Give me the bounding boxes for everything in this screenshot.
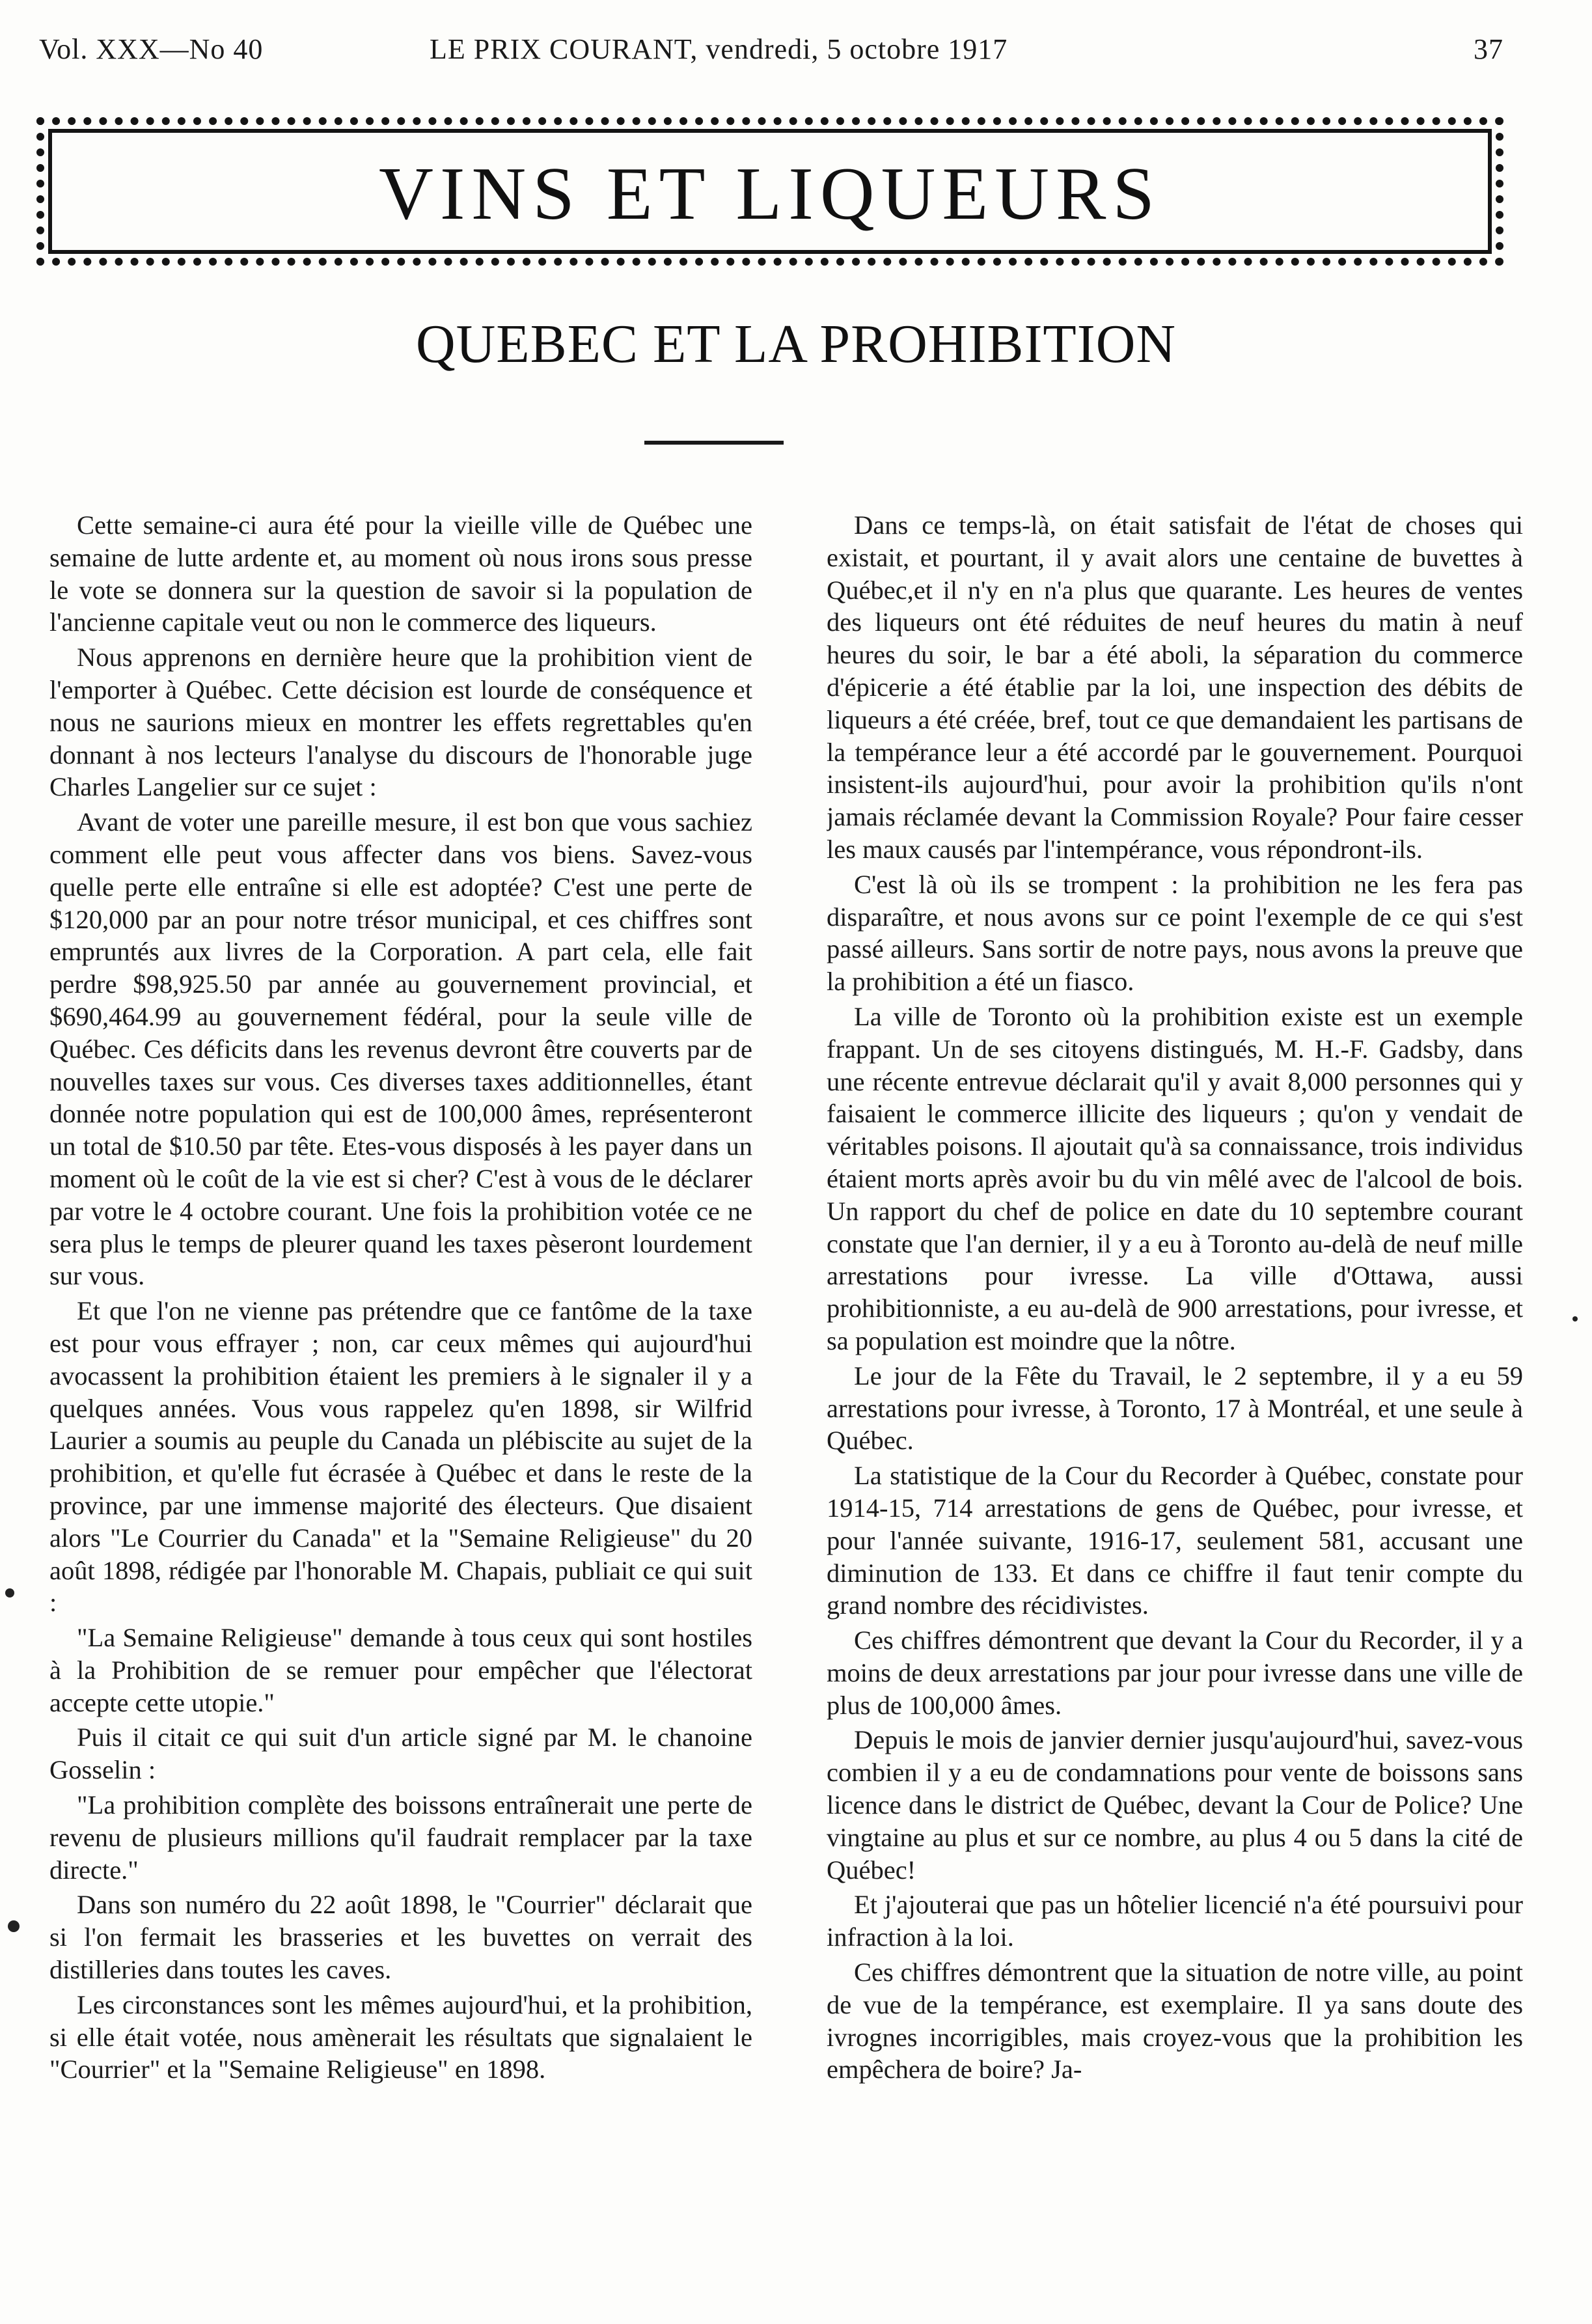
paragraph: Avant de voter une pareille mesure, il est bon que vous sachiez comment elle peut vous affecter dans vos biens. Savez-vous quelle perte elle entraîne si elle est adoptée? C'est une perte de $120,000 par an pour notre trésor municipal, et ces chiffres sont empruntés aux livres de la Corporation. A part cela, elle fait perdre $98,925.50 par année au gouvernement provincial, et $690,464.99 au gouvernement fédéral, pour la seule ville de Québec. Ces déficits dans les revenus devront être couverts par de nouvelles taxes sur vous. Ces diverses taxes additionnelles, étant donnée notre population qui est de 100,000 âmes, représenteront un total de $10.50 par tête. Etes-vous disposés à les payer dans un moment où le coût de la vie est si cher? C'est à vous de le déclarer par votre le 4 octobre courant. Une fois la prohibition votée ce ne sera plus le temps de pleurer quand les taxes pèseront lourdement sur vous. [49,807,752,1291]
section-banner [36,117,1503,266]
title-divider [644,441,784,445]
article-column-left [49,509,752,2306]
page-number: 37 [1474,33,1503,65]
paragraph: Cette semaine-ci aura été pour la vieille ville de Québec une semaine de lutte ardente et, au moment où nous irons sous presse le vote se donnera sur la question de savoir si la population de l'ancienne capitale veut ou non le commerce des liqueurs. [49,510,752,637]
paragraph: Et j'ajouterai que pas un hôtelier licencié n'a été poursuivi pour infraction à la loi. [827,1890,1523,1952]
paragraph: Puis il citait ce qui suit d'un article signé par M. le chanoine Gosselin : [49,1722,752,1785]
volume-number: Vol. XXX—No 40 [39,33,264,65]
paragraph: Les circonstances sont les mêmes aujourd'hui, et la prohibition, si elle était votée, nous amènerait les résultats que signalaient le "Courrier" et la "Semaine Religieuse" en 1898. [49,1989,752,2084]
paragraph: C'est là où ils se trompent : la prohibition ne les fera pas disparaître, et nous avons sur ce point l'exemple de ce qui s'est passé ailleurs. Sans sortir de notre pays, nous avons la preuve que la prohibition a été un fiasco. [827,869,1523,997]
paragraph: Dans son numéro du 22 août 1898, le "Courrier" déclarait que si l'on fermait les brasseries et les buvettes on verrait des distilleries dans toutes les caves. [49,1890,752,1985]
paragraph: La statistique de la Cour du Recorder à Québec, constate pour 1914-15, 714 arrestations de gens de Québec, pour ivresse, et pour l'année suivante, 1916-17, seulement 581, accusant une diminution de 133. Et dans ce chiffre il faut tenir compte du grand nombre des récidivistes. [827,1461,1523,1620]
quote-paragraph: "La prohibition complète des boissons entraînerait une perte de revenu de plusieurs millions qu'il faudrait remplacer par la taxe directe." [49,1790,752,1885]
paragraph: Ces chiffres démontrent que la situation de notre ville, au point de vue de la tempérance, est exemplaire. Il ya sans doute des ivrognes incorrigibles, mais croyez-vous que la prohibition les empêchera de boire? Ja- [827,1957,1523,2084]
paragraph: Nous apprenons en dernière heure que la prohibition vient de l'emporter à Québec. Cette décision est lourde de conséquence et nous ne saurions mieux en montrer les effets regrettables qu'en donnant à nos lecteurs l'analyse du discours de l'honorable juge Charles Langelier sur ce sujet : [49,643,752,802]
article-column-right [827,509,1523,2306]
paragraph: Depuis le mois de janvier dernier jusqu'aujourd'hui, savez-vous combien il y a eu de condamnations pour vente de boissons sans licence dans le district de Québec, devant la Cour de Police? Une vingtaine au plus et sur ce nombre, au plus 4 ou 5 dans la cité de Québec! [827,1725,1523,1885]
paragraph: Dans ce temps-là, on était satisfait de l'état de choses qui existait, et pourtant, il y avait alors une centaine de buvettes à Québec,et il n'y en n'a plus que quarante. Les heures de ventes des liqueurs ont été réduites de neuf heures du matin à neuf heures du soir, le bar a été aboli, la séparation du commerce d'épicerie a été établie par la loi, une inspection des débits de liqueurs a été créée, bref, tout ce que demandaient les partisans de la tempérance leur a été accordé par le gouvernement. Pourquoi insistent-ils aujourd'hui, pour avoir la prohibition qu'ils n'ont jamais réclamée devant la Commission Royale? Pour faire cesser les maux causés par l'intempérance, vous répondront-ils. [827,510,1523,864]
scan-speck-mark [8,1920,20,1932]
paragraph: Le jour de la Fête du Travail, le 2 septembre, il y a eu 59 arrestations pour ivresse, à Toronto, 17 à Montréal, et une seule à Québec. [827,1361,1523,1456]
quote-paragraph: "La Semaine Religieuse" demande à tous ceux qui sont hostiles à la Prohibition de se remuer pour empêcher que l'électorat accepte cette utopie." [49,1623,752,1717]
publication-line: LE PRIX COURANT, vendredi, 5 octobre 1917 [430,33,1008,65]
paragraph: Et que l'on ne vienne pas prétendre que ce fantôme de la taxe est pour vous effrayer ; non, car ceux mêmes qui aujourd'hui avocassent la prohibition étaient les premiers à le signaler il y a quelques années. Vous vous rappelez qu'en 1898, sir Wilfrid Laurier a soumis au peuple du Canada un plébiscite au sujet de la prohibition, et qu'elle fut écrasée à Québec et dans le reste de la province, par une immense majorité des électeurs. Que disaient alors "Le Courrier du Canada" et la "Semaine Religieuse" du 20 août 1898, rédigée par l'honorable M. Chapais, publiait ce qui suit : [49,1296,752,1618]
paragraph: Ces chiffres démontrent que devant la Cour du Recorder, il y a moins de deux arrestations par jour pour ivresse dans une ville de plus de 100,000 âmes. [827,1625,1523,1720]
scan-speck-mark [5,1588,14,1598]
section-title: VINS ET LIQUEURS [379,152,1161,236]
scan-speck-mark [1572,1316,1578,1321]
article-title: QUEBEC ET LA PROHIBITION [415,314,1177,374]
page-header [39,33,1503,72]
paragraph: La ville de Toronto où la prohibition existe est un exemple frappant. Un de ses citoyens distingués, M. H.-F. Gadsby, dans une récente entrevue déclarait qu'il y avait 8,000 personnes qui y faisaient le commerce illicite des liqueurs ; qu'on y vendait de véritables poisons. Il ajoutait qu'à sa connaissance, trois individus étaient morts après avoir bu du vin mêlé avec de l'alcool de bois. Un rapport du chef de police en date du 10 septembre courant constate que l'an dernier, il y a eu à Toronto au-delà de neuf mille arrestations pour ivresse. La ville d'Ottawa, aussi prohibitionniste, a eu au-delà de 900 arrestations, pour ivresse, et sa population est moindre que la nôtre. [827,1001,1523,1355]
